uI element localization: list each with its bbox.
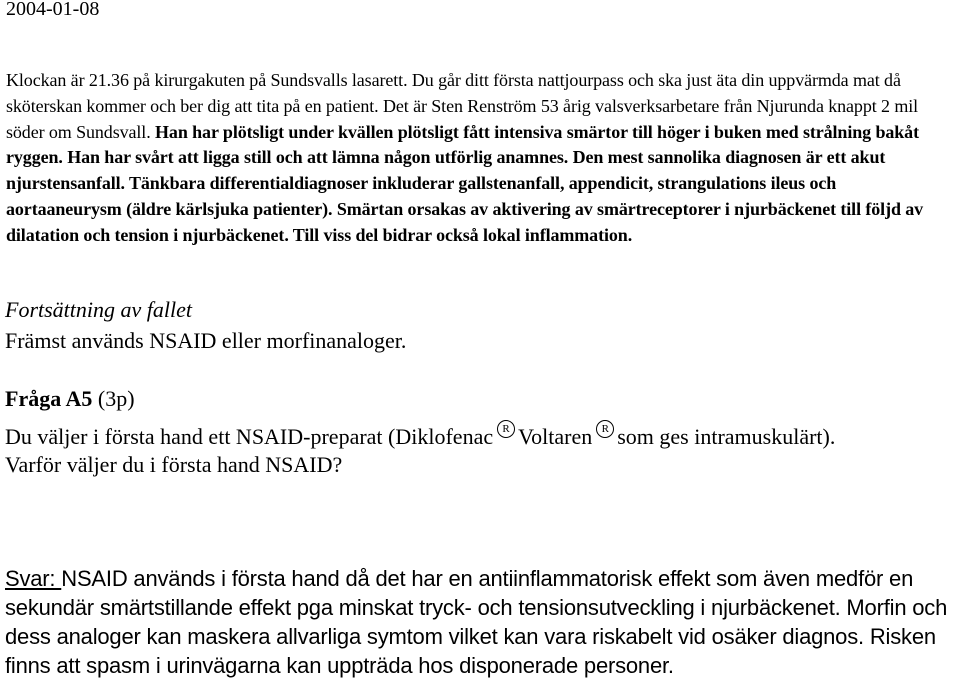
document-date: 2004-01-08 xyxy=(6,0,100,20)
question-points: (3p) xyxy=(97,386,135,411)
question-line1-part2: Voltaren xyxy=(518,424,593,449)
answer-text: NSAID används i första hand då det har en antiinflammatorisk effekt som även medför en sekundär smärtstillande effekt pga minskat tryck- och tensionsutveckling i njurbäckenet. Morfin och dess analoger kan maskera allvarliga symtom vilket kan vara riskabelt vid osäker diagnos. Risken finns att spasm i urinvägarna kan uppträda hos disponerade personer. xyxy=(5,566,948,678)
case-description xyxy=(6,68,956,249)
question-text-line1 xyxy=(5,420,960,450)
registered-trademark-icon: R xyxy=(497,420,515,438)
answer-label: Svar: xyxy=(5,566,62,591)
question-label: Fråga A5 xyxy=(5,386,93,411)
question-text-line2: Varför väljer du i första hand NSAID? xyxy=(5,452,343,477)
continuation-text: Främst används NSAID eller morfinanaloger. xyxy=(5,328,407,353)
question-line1-part3: som ges intramuskulärt). xyxy=(617,424,836,449)
continuation-heading: Fortsättning av fallet xyxy=(5,297,192,322)
case-intro-text: Klockan är 21.36 på kirurgakuten på Sundsvalls lasarett. Du går ditt första nattjourpass och ska just äta din uppvärmda mat då sköterskan kommer och ber dig att tita på en patient. Det är Sten Renström 53 årig valsverksarbetare från Njurunda knappt 2 mil söder om Sundsvall. xyxy=(6,70,919,142)
answer-block xyxy=(5,564,955,680)
question-line1-part1: Du väljer i första hand ett NSAID-preparat (Diklofenac xyxy=(5,424,494,449)
question-heading xyxy=(5,386,135,412)
registered-trademark-icon: R xyxy=(596,420,614,438)
case-details-text: Han har plötsligt under kvällen plötsligt fått intensiva smärtor till höger i buken med strålning bakåt ryggen. Han har svårt att ligga still och att lämna någon utförlig anamnes. Den mest sannolika diagnosen är ett akut njurstensanfall. Tänkbara differentialdiagnoser inkluderar gallstenanfall, appendicit, strangulations ileus och aortaaneurysm (äldre kärlsjuka patienter). Smärtan orsakas av aktivering av smärtreceptorer i njurbäckenet till följd av dilatation och tension i njurbäckenet. Till viss del bidrar också lokal inflammation. xyxy=(6,121,924,245)
